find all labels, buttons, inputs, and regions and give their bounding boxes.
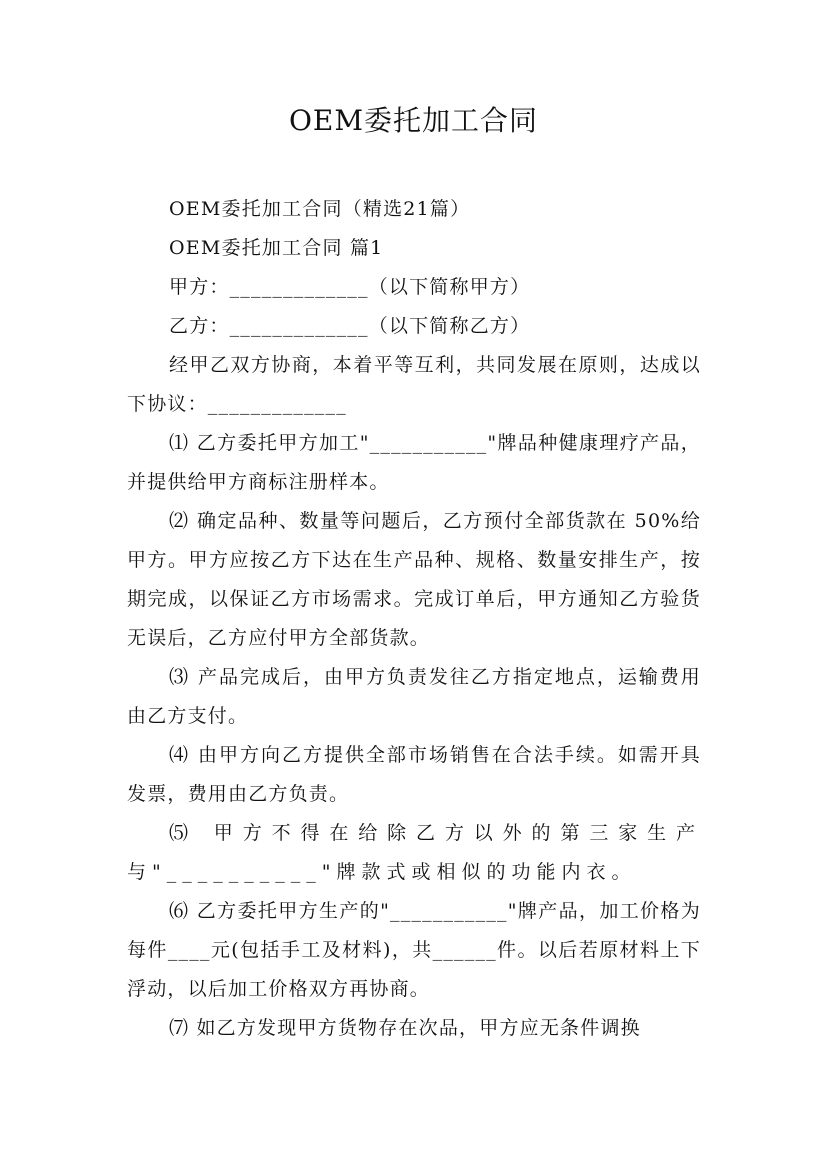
document-body [127, 190, 701, 1048]
paragraph-clause-7: ⑺ 如乙方发现甲方货物存在次品，甲方应无条件调换 [169, 1017, 641, 1039]
paragraph-clause-1: ⑴ 乙方委托甲方加工"___________"牌品种健康理疗产品，并提供给甲方商标注册样本。 [127, 432, 701, 493]
paragraph-clause-2: ⑵ 确定品种、数量等问题后，乙方预付全部货款在 50%给甲方。甲方应按乙方下达在生产品种、规格、数量安排生产，按期完成，以保证乙方市场需求。完成订单后，甲方通知乙方验货无误后，乙方应付甲方全部货款。 [127, 510, 701, 649]
paragraph-subtitle: OEM委托加工合同（精选21篇） [169, 198, 471, 220]
paragraph-section-heading: OEM委托加工合同 篇1 [169, 237, 384, 259]
paragraph-party-a: 甲方：_____________（以下简称甲方） [169, 276, 531, 298]
paragraph-party-b: 乙方：_____________（以下简称乙方） [169, 315, 531, 337]
paragraph-clause-4: ⑷ 由甲方向乙方提供全部市场销售在合法手续。如需开具发票，费用由乙方负责。 [127, 744, 701, 805]
paragraph-clause-3: ⑶ 产品完成后，由甲方负责发往乙方指定地点，运输费用由乙方支付。 [127, 666, 701, 727]
paragraph-clause-6: ⑹ 乙方委托甲方生产的"___________"牌产品，加工价格为每件____元(包括手工及材料)，共______件。以后若原材料上下浮动，以后加工价格双方再协商。 [127, 900, 701, 1000]
paragraph-clause-5: ⑸ 甲方不得在给除乙方以外的第三家生产与"__________"牌款式或相似的功能内衣。 [127, 822, 701, 883]
paragraph-preamble: 经甲乙双方协商，本着平等互利，共同发展在原则，达成以下协议：_____________ [127, 354, 701, 415]
document-title: OEM委托加工合同 [288, 104, 539, 137]
